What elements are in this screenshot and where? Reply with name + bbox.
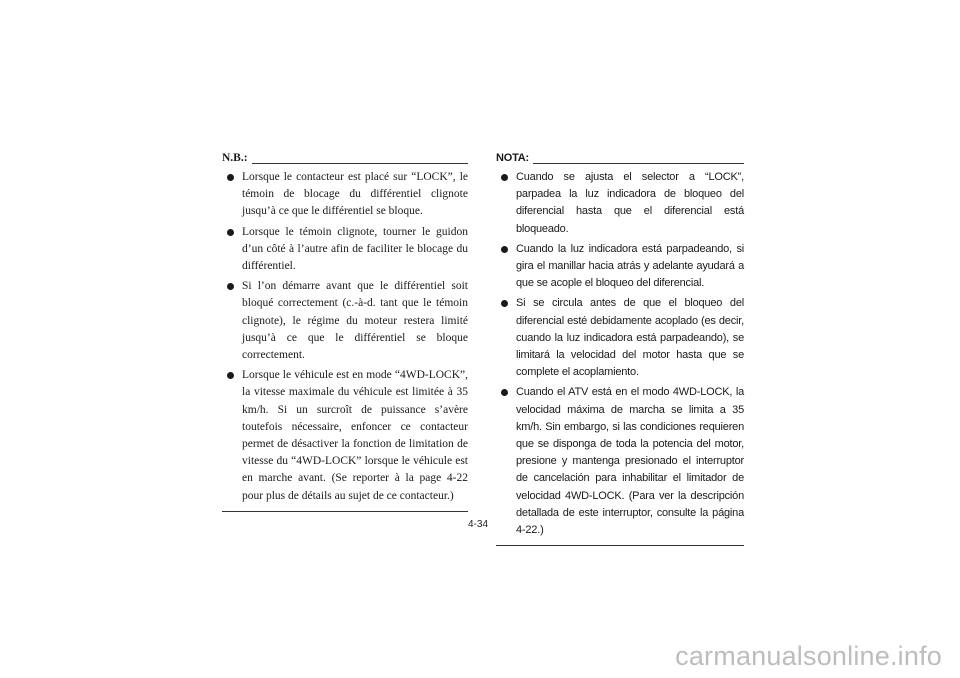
- french-note-item: [222, 224, 468, 276]
- spanish-note: [496, 150, 744, 546]
- french-note-item: [222, 278, 468, 364]
- bullet-icon: [501, 389, 508, 396]
- french-note-item: [222, 367, 468, 505]
- bullet-icon: [227, 229, 234, 236]
- spanish-note-header: [496, 150, 744, 167]
- french-note-item-text: Si l’on démarre avant que le différentiel soit bloqué correctement (c.-à-d. tant que le témoin clignote), le régime du moteur restera limité jusqu’à ce que le différentiel se bloque correctement.: [242, 280, 468, 362]
- spanish-note-item-text: Cuando el ATV está en el modo 4WD-LOCK, la velocidad máxima de marcha se limita a 35 km/h. Sin embargo, si las condiciones requieren que se disponga de toda la potencia del motor, presione y mantenga presionado el interruptor de cancelación para inhabilitar el limitador de velocidad 4WD-LOCK. (Para ver la descripción detallada de este interruptor, consulte la página 4-22.): [516, 386, 744, 537]
- french-note-title: N.B.:: [222, 151, 248, 164]
- french-note-item-text: Lorsque le contacteur est placé sur “LOCK”, le témoin de blocage du différentiel clignote jusqu’à ce que le différentiel se bloque.: [242, 171, 468, 218]
- spanish-note-item: [496, 295, 744, 381]
- spanish-note-item-text: Cuando la luz indicadora está parpadeando, si gira el manillar hacia atrás y adelante ayudará a que se acople el bloqueo del diferencial.: [516, 242, 744, 290]
- bullet-icon: [501, 246, 508, 253]
- bullet-icon: [227, 283, 234, 290]
- watermark-link[interactable]: carmanualsonline.info: [675, 641, 942, 671]
- spanish-note-title-rule: [533, 163, 744, 164]
- bullet-icon: [227, 372, 234, 379]
- spanish-note-item-text: Si se circula antes de que el bloqueo del diferencial esté debidamente acoplado (es decir, cuando la luz indicadora está parpadeando), se limitará la velocidad del motor hasta que se complete el acoplamiento.: [516, 297, 744, 379]
- spanish-note-item: [496, 384, 744, 539]
- french-note-title-rule: [252, 163, 468, 164]
- spanish-note-item: [496, 169, 744, 238]
- french-note-item-text: Lorsque le témoin clignote, tourner le guidon d’un côté à l’autre afin de faciliter le blocage du différentiel.: [242, 225, 468, 273]
- bullet-icon: [501, 174, 508, 181]
- spanish-note-list: [496, 169, 744, 539]
- french-note-item-text: Lorsque le véhicule est en mode “4WD-LOCK”, la vitesse maximale du véhicule est limitée à 35 km/h. Si un surcroît de puissance s’avère toutefois nécessaire, enfoncer ce contacteur permet de désactiver la fonction de limitation de vitesse du “4WD-LOCK” lorsque le véhicule est en marche avant. (Se reporter à la page 4-22 pour plus de détails au sujet de ce contacteur.): [242, 369, 468, 502]
- french-note-header: [222, 150, 468, 167]
- bullet-icon: [501, 300, 508, 307]
- page-number: 4-34: [468, 519, 489, 530]
- french-note-item: [222, 169, 468, 221]
- spanish-note-item-text: Cuando se ajusta el selector a “LOCK”, parpadea la luz indicadora de bloqueo del diferencial hasta que el diferencial está bloqueado.: [516, 171, 744, 235]
- french-note-end-rule: [222, 511, 468, 512]
- french-note: [222, 150, 468, 512]
- french-note-list: [222, 169, 468, 505]
- spanish-note-title: NOTA:: [496, 151, 530, 164]
- bullet-icon: [227, 174, 234, 181]
- spanish-note-item: [496, 241, 744, 293]
- spanish-note-end-rule: [496, 545, 744, 546]
